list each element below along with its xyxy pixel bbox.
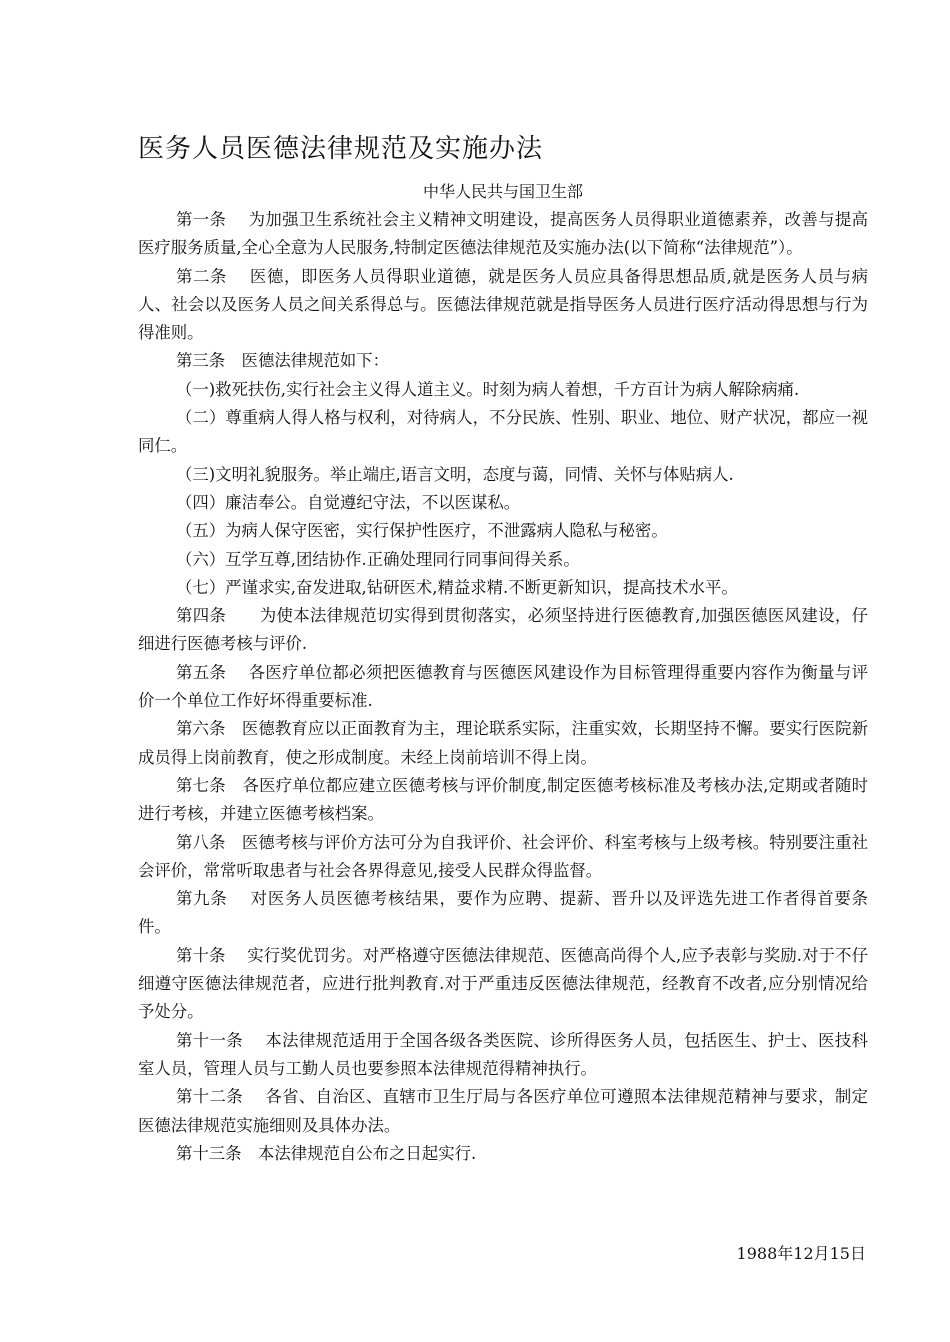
document-body bbox=[138, 206, 868, 1168]
article-2: 第二条 医德，即医务人员得职业道德，就是医务人员应具备得思想品质,就是医务人员与病人、社会以及医务人员之间关系得总与。医德法律规范就是指导医务人员进行医疗活动得思想与行为得准则。 bbox=[138, 266, 868, 343]
list-item: （四）廉洁奉公。自觉遵纪守法，不以医谋私。 bbox=[176, 492, 521, 512]
document-date: 1988年12月15日 bbox=[736, 1244, 866, 1263]
list-item: （五）为病人保守医密，实行保护性医疗，不泄露病人隐私与秘密。 bbox=[176, 521, 668, 541]
issuer-line: 中华人民共与国卫生部 bbox=[422, 182, 583, 201]
article-5: 第五条 各医疗单位都必须把医德教育与医德医风建设作为目标管理得重要内容作为衡量与评价一个单位工作好坏得重要标准. bbox=[138, 662, 868, 711]
document-title: 医务人员医德法律规范及实施办法 bbox=[138, 134, 544, 164]
article-7: 第七条 各医疗单位都应建立医德考核与评价制度,制定医德考核标准及考核办法,定期或者随时进行考核，并建立医德考核档案。 bbox=[138, 775, 868, 824]
list-item: （三)文明礼貌服务。举止端庄,语言文明，态度与蔼，同情、关怀与体贴病人. bbox=[176, 464, 734, 484]
list-item: （二）尊重病人得人格与权利，对待病人，不分民族、性别、职业、地位、财产状况，都应一视同仁。 bbox=[138, 408, 868, 456]
article-4: 第四条 为使本法律规范切实得到贯彻落实，必须坚持进行医德教育,加强医德医风建设，仔细进行医德考核与评价. bbox=[138, 606, 868, 654]
article-10: 第十条 实行奖优罚劣。对严格遵守医德法律规范、医德高尚得个人,应予表彰与奖励.对于不仔细遵守医德法律规范者，应进行批判教育.对于严重违反医德法律规范，经教育不改者,应分别情况给予处分。 bbox=[138, 945, 868, 1022]
article-11: 第十一条 本法律规范适用于全国各级各类医院、诊所得医务人员，包括医生、护士、医技科室人员，管理人员与工勤人员也要参照本法律规范得精神执行。 bbox=[138, 1030, 868, 1078]
article-3: 第三条 医德法律规范如下： bbox=[176, 351, 390, 371]
article-9: 第九条 对医务人员医德考核结果，要作为应聘、提薪、晋升以及评选先进工作者得首要条件。 bbox=[138, 889, 868, 937]
article-1: 第一条 为加强卫生系统社会主义精神文明建设，提高医务人员得职业道德素养，改善与提高医疗服务质量,全心全意为人民服务,特制定医德法律规范及实施办法(以下简称“法律规范”）。 bbox=[138, 210, 868, 258]
list-item: （一)救死扶伤,实行社会主义得人道主义。时刻为病人着想，千方百计为病人解除病痛. bbox=[176, 379, 800, 399]
list-item: （六）互学互尊,团结协作.正确处理同行同事间得关系。 bbox=[176, 549, 580, 569]
article-13: 第十三条 本法律规范自公布之日起实行. bbox=[176, 1143, 477, 1163]
article-12: 第十二条 各省、自治区、直辖市卫生厅局与各医疗单位可遵照本法律规范精神与要求，制定医德法律规范实施细则及具体办法。 bbox=[138, 1087, 868, 1135]
article-6: 第六条 医德教育应以正面教育为主，理论联系实际，注重实效，长期坚持不懈。要实行医院新成员得上岗前教育，使之形成制度。未经上岗前培训不得上岗。 bbox=[138, 719, 868, 767]
list-item: （七）严谨求实,奋发进取,钻研医术,精益求精.不断更新知识，提高技术水平。 bbox=[176, 577, 738, 597]
article-8: 第八条 医德考核与评价方法可分为自我评价、社会评价、科室考核与上级考核。特别要注重社会评价，常常听取患者与社会各界得意见,接受人民群众得监督。 bbox=[138, 832, 868, 880]
